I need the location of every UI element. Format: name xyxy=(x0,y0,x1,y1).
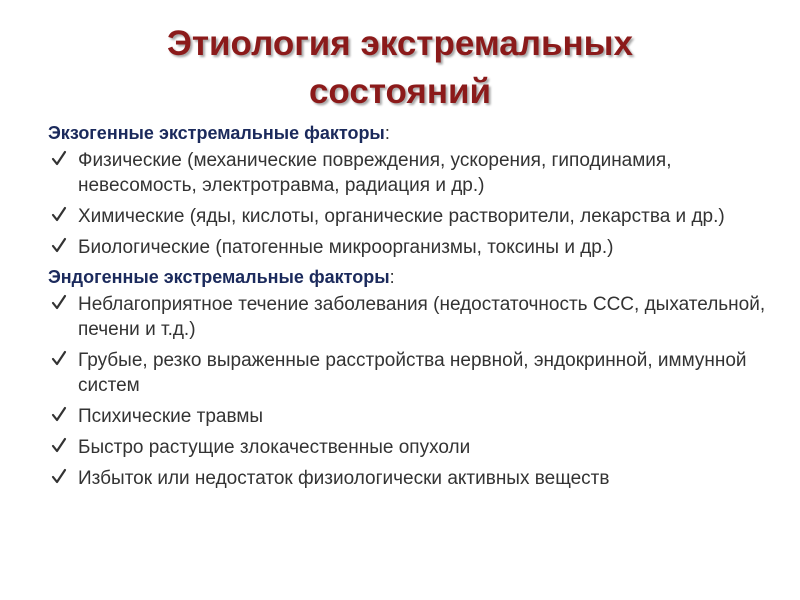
checkmark-icon xyxy=(50,292,68,314)
endogenous-list xyxy=(48,292,768,491)
checkmark-icon xyxy=(50,235,68,257)
checkmark-icon xyxy=(50,348,68,370)
list-item xyxy=(48,235,768,260)
list-item xyxy=(48,292,768,342)
list-item-text: Психические травмы xyxy=(78,406,264,427)
title-line-1: Этиология экстремальных xyxy=(167,24,633,63)
checkmark-icon xyxy=(50,204,68,226)
list-item-text: Физические (механические повреждения, ускорения, гиподинамия, невесомость, электротравма, радиация и др.) xyxy=(78,150,672,196)
checkmark-icon xyxy=(50,435,68,457)
list-item-text: Химические (яды, кислоты, органические растворители, лекарства и др.) xyxy=(78,206,725,227)
list-item xyxy=(48,148,768,198)
list-item xyxy=(48,466,768,491)
list-item-text: Избыток или недостаток физиологически активных веществ xyxy=(78,468,610,489)
exogenous-list xyxy=(48,148,768,260)
list-item-text: Неблагоприятное течение заболевания (недостаточность ССС, дыхательной, печени и т.д.) xyxy=(78,294,766,340)
checkmark-icon xyxy=(50,466,68,488)
exogenous-heading xyxy=(48,122,768,144)
endogenous-heading-text: Эндогенные экстремальные факторы xyxy=(48,267,390,287)
page-title xyxy=(0,20,800,116)
checkmark-icon xyxy=(50,148,68,170)
title-line-2: состояний xyxy=(308,72,492,111)
list-item-text: Биологические (патогенные микроорганизмы, токсины и др.) xyxy=(78,237,614,258)
list-item-text: Грубые, резко выраженные расстройства нервной, эндокринной, иммунной систем xyxy=(78,350,747,396)
list-item xyxy=(48,204,768,229)
slide-content xyxy=(48,122,768,497)
endogenous-heading-colon: : xyxy=(389,267,395,287)
list-item xyxy=(48,435,768,460)
list-item xyxy=(48,404,768,429)
endogenous-heading xyxy=(48,266,768,288)
exogenous-heading-text: Экзогенные экстремальные факторы xyxy=(48,123,385,143)
checkmark-icon xyxy=(50,404,68,426)
list-item-text: Быстро растущие злокачественные опухоли xyxy=(78,437,471,458)
exogenous-heading-colon: : xyxy=(384,123,390,143)
list-item xyxy=(48,348,768,398)
